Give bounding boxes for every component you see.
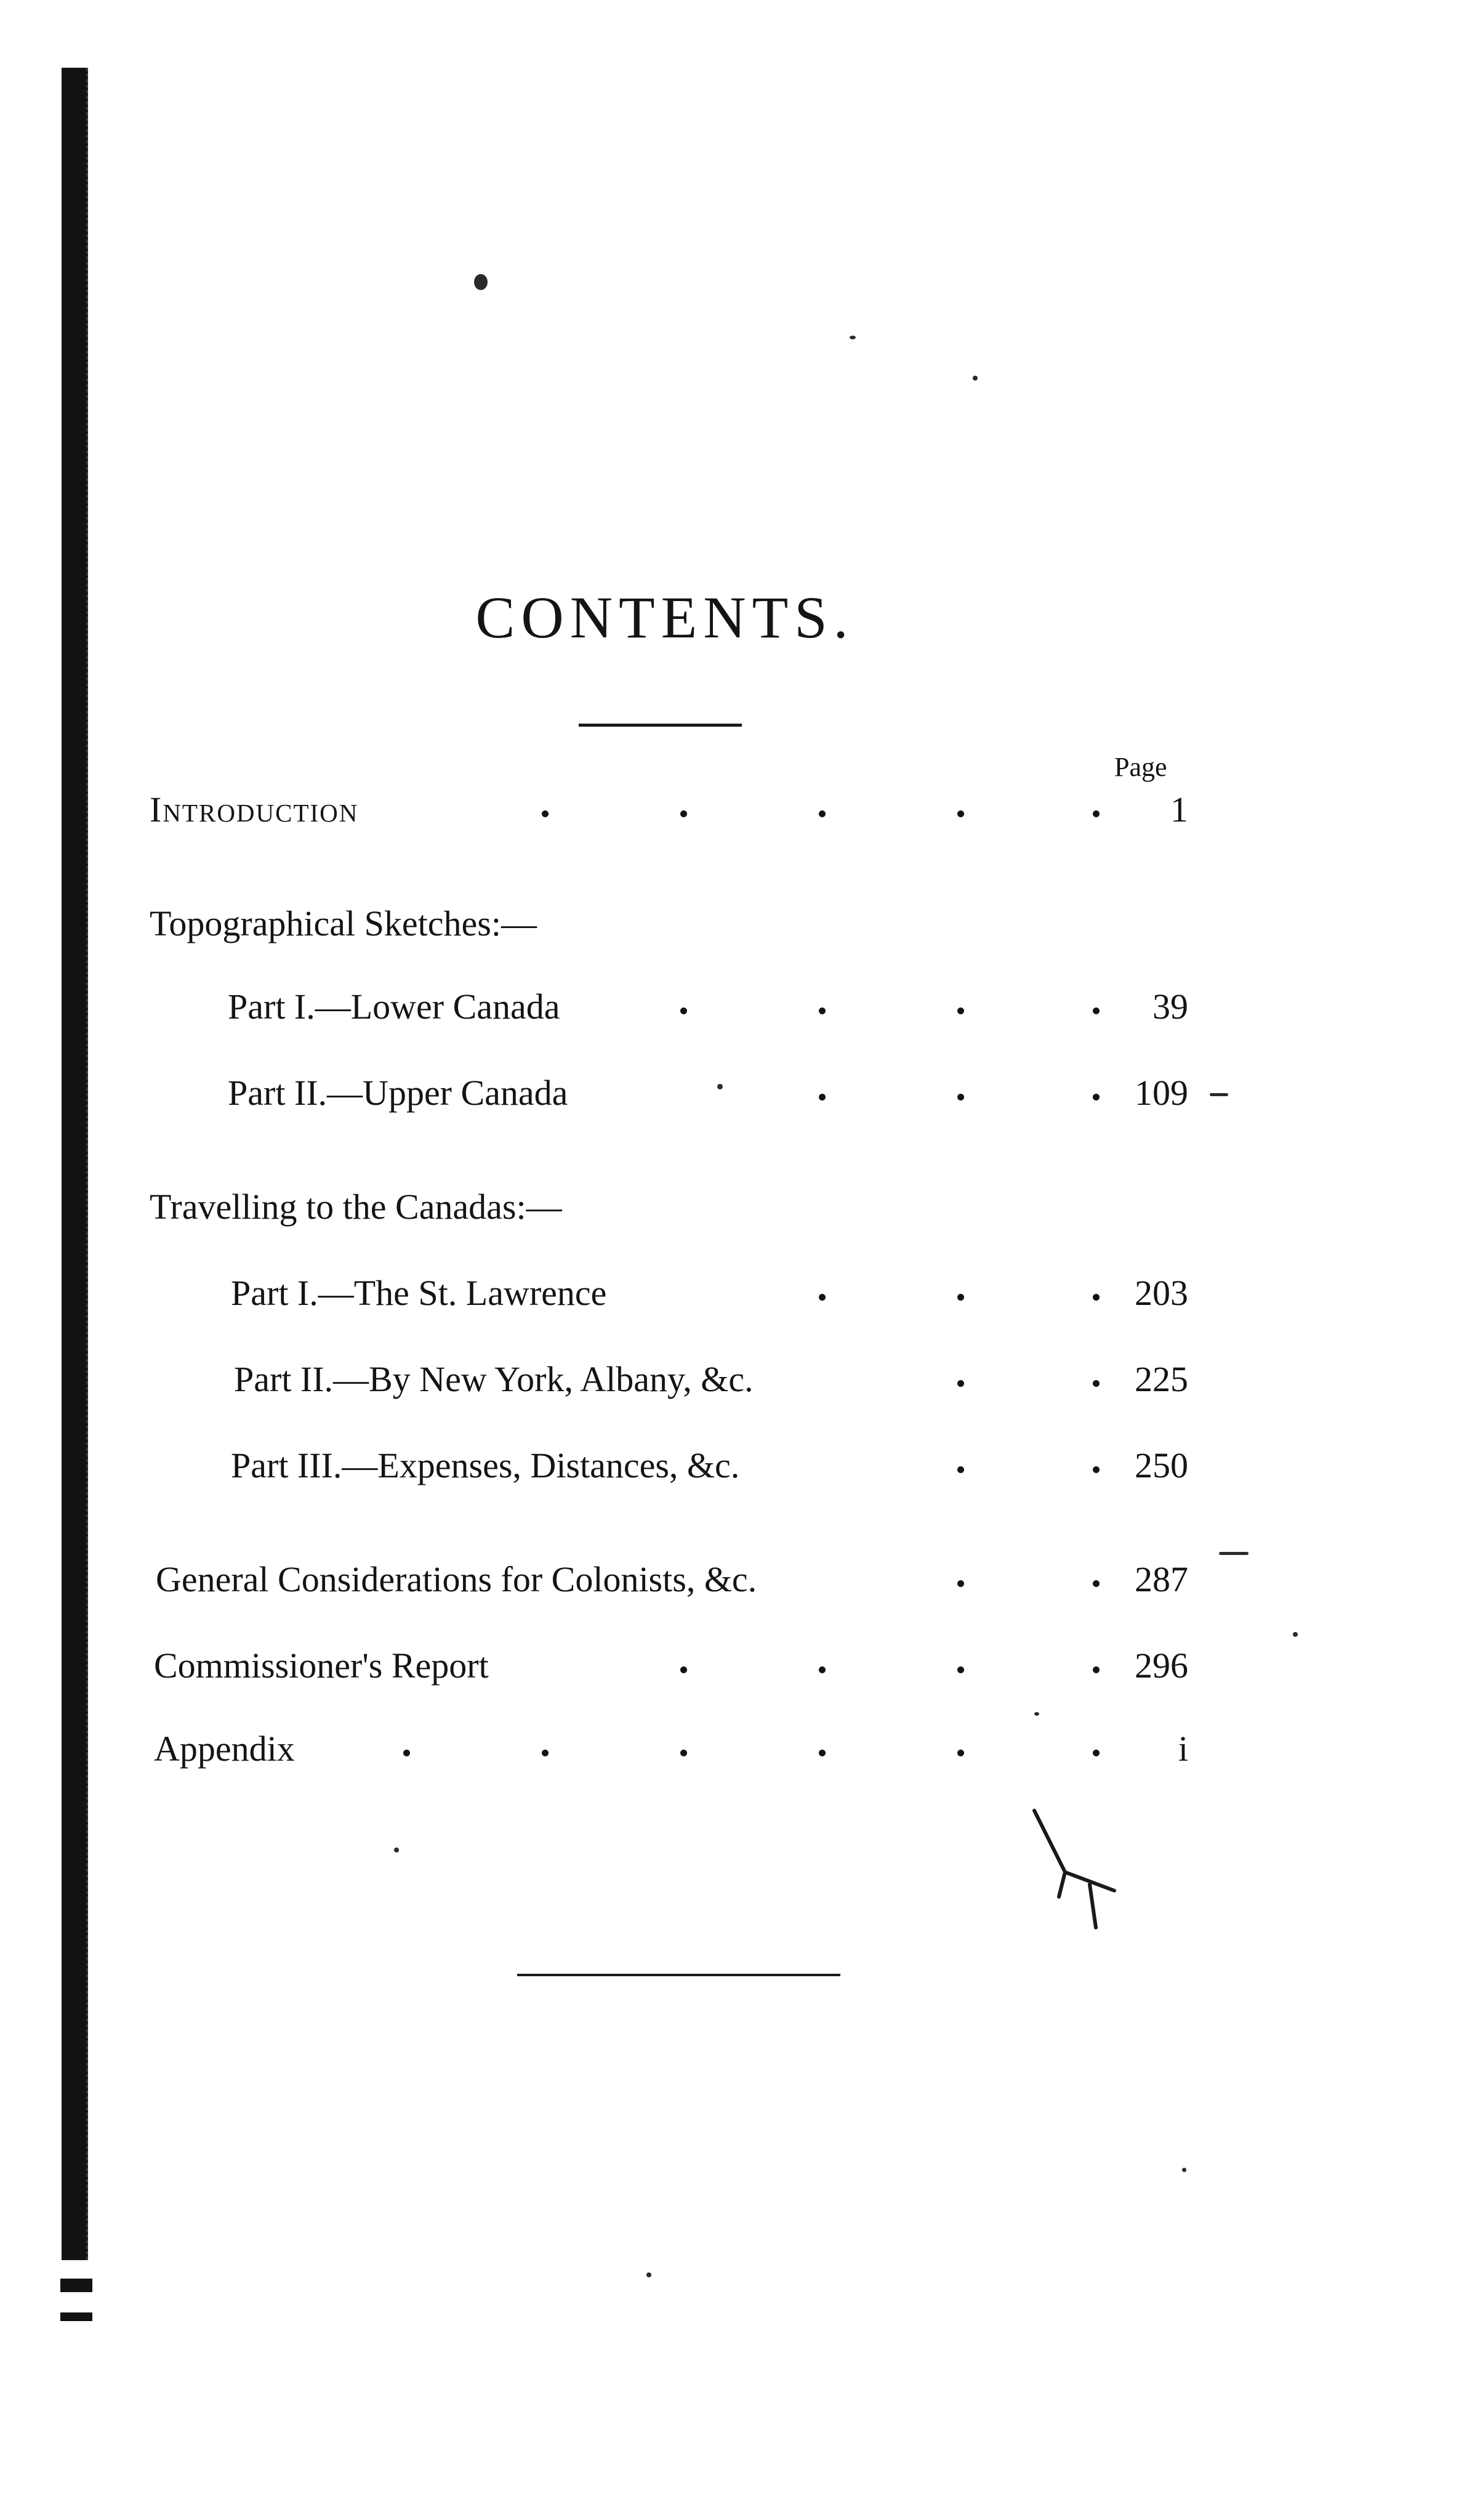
- section-heading-topographical: Topographical Sketches:—: [150, 903, 537, 943]
- toc-entry-general-considerations[interactable]: [0, 1558, 1464, 1601]
- toc-page-number: 109: [1135, 1073, 1188, 1113]
- page-column-label: Page: [1114, 752, 1167, 782]
- ink-speck: [1293, 1632, 1298, 1637]
- section-heading-travelling: Travelling to the Canadas:—: [150, 1187, 562, 1227]
- toc-entry-label: Part III.—Expenses, Distances, &c.: [231, 1445, 740, 1485]
- ink-speck: [973, 376, 978, 381]
- leader-dot: [542, 810, 549, 817]
- leader-dot: [819, 1008, 826, 1014]
- toc-page-number: 250: [1135, 1445, 1188, 1485]
- toc-page-number: 296: [1135, 1646, 1188, 1686]
- toc-page-number: 287: [1135, 1559, 1188, 1599]
- page-binding-edge: [62, 68, 88, 2260]
- toc-entry-label: Appendix: [154, 1729, 295, 1769]
- leader-dot: [957, 1294, 964, 1301]
- toc-entry-new-york-albany[interactable]: [0, 1358, 1464, 1401]
- leader-dot: [1093, 1466, 1100, 1473]
- leader-dot: [1093, 1750, 1100, 1756]
- leader-dot: [957, 1094, 964, 1100]
- leader-dot: [680, 1750, 687, 1756]
- page-title: CONTENTS.: [475, 584, 855, 650]
- toc-entry-introduction[interactable]: [0, 788, 1464, 831]
- leader-dot: [680, 1666, 687, 1673]
- toc-entry-upper-canada[interactable]: [0, 1072, 1464, 1115]
- ink-speck: [646, 2272, 651, 2277]
- ink-speck: [1219, 1552, 1249, 1555]
- toc-entry-label: Part I.—Lower Canada: [228, 987, 560, 1027]
- toc-entry-label: General Considerations for Colonists, &c.: [156, 1559, 757, 1599]
- leader-dot: [957, 1380, 964, 1387]
- ink-speck: [1034, 1712, 1039, 1716]
- leader-dot: [1093, 810, 1100, 817]
- leader-dot: [957, 1580, 964, 1587]
- leader-dot: [1093, 1580, 1100, 1587]
- leader-dot: [403, 1750, 410, 1756]
- leader-dot: [957, 1750, 964, 1756]
- leader-dot: [819, 1094, 826, 1100]
- leader-dot: [1093, 1666, 1100, 1673]
- toc-page-number: 1: [1170, 790, 1188, 830]
- ink-speck: [474, 274, 488, 290]
- leader-dot: [1093, 1008, 1100, 1014]
- leader-dot: [957, 1008, 964, 1014]
- binding-mark: [60, 2312, 92, 2321]
- leader-dot: [957, 1466, 964, 1473]
- leader-dot: [819, 810, 826, 817]
- toc-entry-commissioners-report[interactable]: [0, 1644, 1464, 1687]
- toc-entry-lower-canada[interactable]: [0, 985, 1464, 1028]
- toc-page-number: i: [1178, 1729, 1188, 1769]
- leader-dot: [819, 1666, 826, 1673]
- toc-entry-label: Commissioner's Report: [154, 1646, 489, 1686]
- toc-entry-label: Introduction: [150, 790, 359, 830]
- ink-speck: [850, 336, 856, 339]
- closing-rule: [517, 1974, 840, 1976]
- leader-dot: [1093, 1294, 1100, 1301]
- leader-dot: [1093, 1094, 1100, 1100]
- leader-dot: [957, 810, 964, 817]
- leader-dot: [819, 1750, 826, 1756]
- toc-entry-appendix[interactable]: [0, 1727, 1464, 1771]
- title-underline: [579, 724, 742, 727]
- toc-entry-expenses-distances[interactable]: [0, 1444, 1464, 1487]
- leader-dot: [819, 1294, 826, 1301]
- leader-dot: [680, 1008, 687, 1014]
- toc-entry-label: Part I.—The St. Lawrence: [231, 1273, 607, 1313]
- ink-speck: [1182, 2168, 1186, 2172]
- toc-entry-label: Part II.—Upper Canada: [228, 1073, 568, 1113]
- leader-dot: [542, 1750, 549, 1756]
- leader-dot: [1093, 1380, 1100, 1387]
- ink-scribble-mark: [1022, 1804, 1127, 1934]
- toc-entry-st-lawrence[interactable]: [0, 1272, 1464, 1315]
- toc-entry-label: Part II.—By New York, Albany, &c.: [234, 1359, 754, 1399]
- toc-page-number: 203: [1135, 1273, 1188, 1313]
- ink-speck: [394, 1848, 399, 1852]
- binding-mark: [60, 2279, 92, 2292]
- toc-page-number: 225: [1135, 1359, 1188, 1399]
- leader-dot: [957, 1666, 964, 1673]
- leader-dot: [680, 810, 687, 817]
- toc-page-number: 39: [1152, 987, 1188, 1027]
